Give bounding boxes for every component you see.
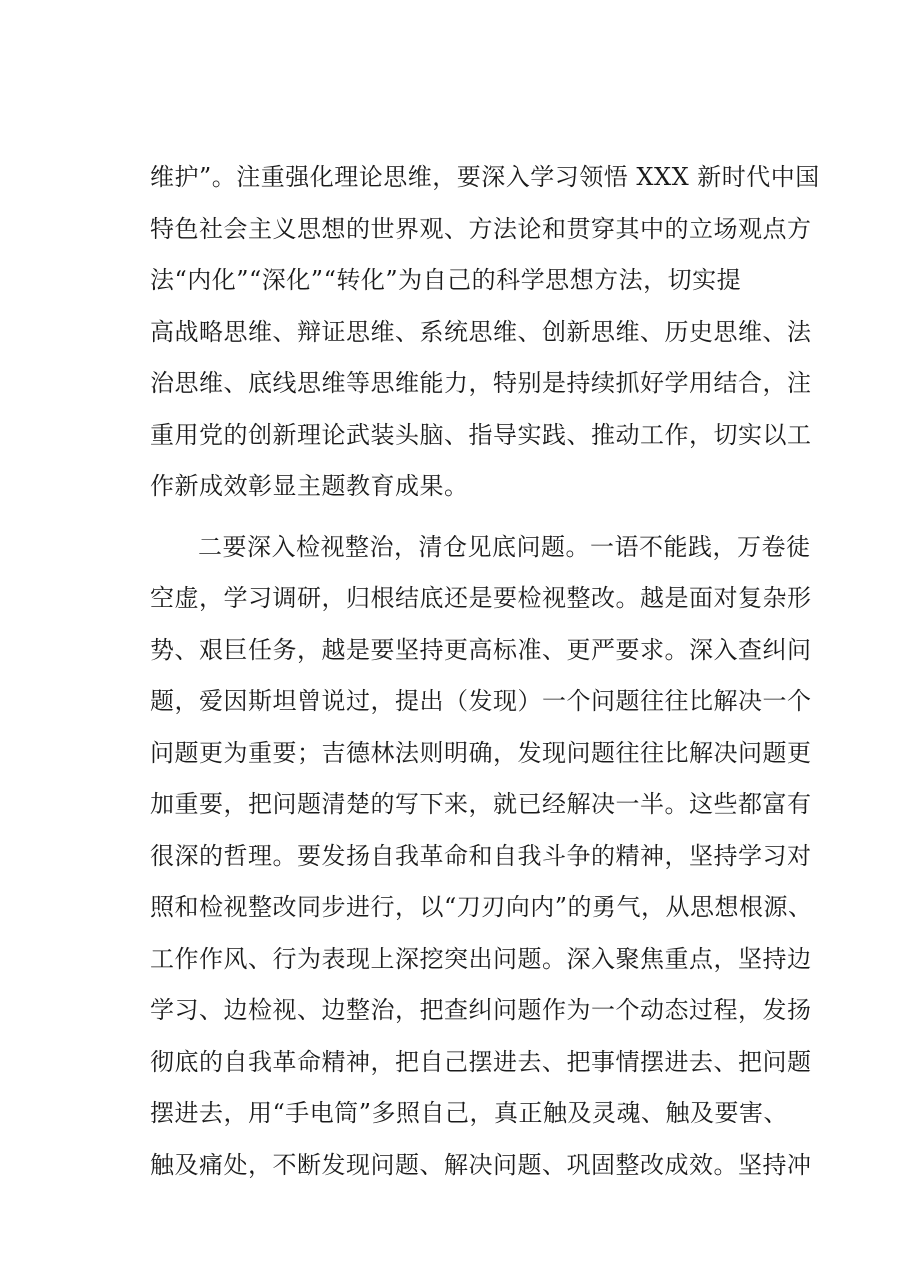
text-line: 题，爱因斯坦曾说过，提出（发现）一个问题往往比解决一个	[150, 687, 812, 715]
text-line: 势、艰巨任务，越是要坚持更高标准、更严要求。深入查纠问	[150, 636, 812, 664]
text-line: 彻底的自我革命精神，把自己摆进去、把事情摆进去、把问题	[150, 1048, 812, 1076]
paragraph-first-line: 二要深入检视整治，清仓见底问题。一语不能践，万卷徒	[198, 533, 811, 561]
text-line: 治思维、底线思维等思维能力，特别是持续抓好学用结合，注	[150, 369, 812, 397]
text-line: 很深的哲理。要发扬自我革命和自我斗争的精神，坚持学习对	[150, 842, 812, 870]
text-line: 法“内化”“深化”“转化”为自己的科学思想方法，切实提	[150, 266, 742, 294]
text-line: 高战略思维、辩证思维、系统思维、创新思维、历史思维、法	[150, 318, 812, 346]
text-line: 照和检视整改同步进行，以“刀刃向内”的勇气，从思想根源、	[150, 893, 813, 921]
text-line: 工作作风、行为表现上深挖突出问题。深入聚焦重点，坚持边	[150, 945, 812, 973]
text-line: 加重要，把问题清楚的写下来，就已经解决一半。这些都富有	[150, 790, 812, 818]
text-line: 触及痛处，不断发现问题、解决问题、巩固整改成效。坚持冲	[150, 1151, 812, 1179]
text-line: 维护”。注重强化理论思维，要深入学习领悟 XXX 新时代中国	[150, 163, 820, 191]
text-line: 空虚，学习调研，归根结底还是要检视整改。越是面对复杂形	[150, 584, 812, 612]
text-line: 问题更为重要；吉德林法则明确，发现问题往往比解决问题更	[150, 739, 812, 767]
text-line: 摆进去，用“手电筒”多照自己，真正触及灵魂、触及要害、	[150, 1099, 789, 1127]
text-line: 特色社会主义思想的世界观、方法论和贯穿其中的立场观点方	[150, 215, 812, 243]
text-line: 重用党的创新理论武装头脑、指导实践、推动工作，切实以工	[150, 421, 812, 449]
text-line: 学习、边检视、边整治，把查纠问题作为一个动态过程，发扬	[150, 996, 812, 1024]
text-line: 作新成效彰显主题教育成果。	[150, 472, 469, 500]
